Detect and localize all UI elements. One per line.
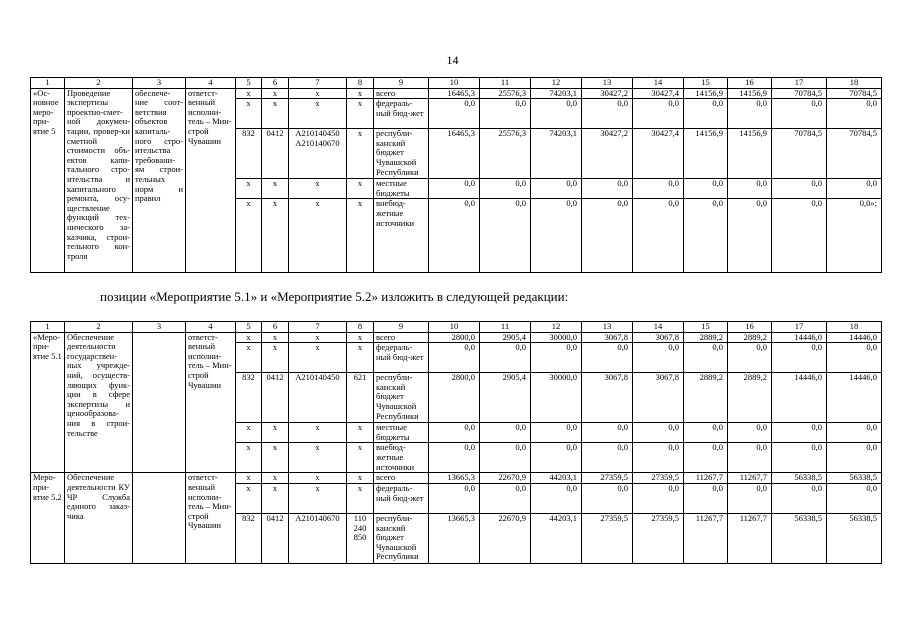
year-amount: 30427,4 xyxy=(633,129,684,179)
table-row xyxy=(31,332,882,343)
target-article: x xyxy=(289,99,347,129)
grbs-code: x xyxy=(236,199,262,273)
grbs-code: x xyxy=(236,99,262,129)
year-amount: 56338,5 xyxy=(827,513,882,563)
year-amount: 14446,0 xyxy=(772,373,827,423)
event-title: Обеспечение деятельности государствен-ных учрежде-ний, осуществ-ляющих функ-ции в сфере экспертизы и ценообразова-ния в строи-тельстве xyxy=(65,332,133,473)
column-number: 11 xyxy=(480,78,531,89)
year-amount: 0,0 xyxy=(582,179,633,199)
year-amount: 0,0 xyxy=(728,99,772,129)
year-amount: 16465,3 xyxy=(429,129,480,179)
grbs-code: 832 xyxy=(236,373,262,423)
year-amount: 56338,5 xyxy=(772,513,827,563)
year-amount: 3067,8 xyxy=(633,373,684,423)
year-amount: 0,0 xyxy=(480,423,531,443)
target-article: x xyxy=(289,443,347,473)
year-amount: 11267,7 xyxy=(684,513,728,563)
expense-type: x xyxy=(347,88,374,99)
column-number: 9 xyxy=(374,322,429,333)
column-number: 16 xyxy=(728,78,772,89)
instruction-text: позиции «Мероприятие 5.1» и «Мероприятие 5.2» изложить в следующей редакции: xyxy=(100,289,569,304)
year-amount: 0,0 xyxy=(429,199,480,273)
year-amount: 25576,3 xyxy=(480,88,531,99)
year-amount: 14446,0 xyxy=(827,373,882,423)
column-number: 7 xyxy=(289,78,347,89)
column-number: 3 xyxy=(133,78,186,89)
year-amount: 0,0 xyxy=(772,199,827,273)
column-number: 2 xyxy=(65,78,133,89)
year-amount: 30000,0 xyxy=(531,332,582,343)
responsible-executor: ответст-венный исполни-тель – Мин-строй Чувашии xyxy=(186,473,236,564)
section-code: x xyxy=(262,88,289,99)
expense-type: x xyxy=(347,423,374,443)
year-amount: 2800,0 xyxy=(429,332,480,343)
year-amount: 70784,5 xyxy=(827,129,882,179)
year-amount: 0,0 xyxy=(429,483,480,513)
year-amount: 0,0 xyxy=(633,199,684,273)
year-amount: 0,0 xyxy=(827,99,882,129)
section-code: x xyxy=(262,199,289,273)
funding-source: республи-канский бюджет Чувашской Республики xyxy=(374,513,429,563)
section-code: x xyxy=(262,443,289,473)
year-amount: 14156,9 xyxy=(728,129,772,179)
year-amount: 0,0 xyxy=(772,343,827,373)
column-number: 13 xyxy=(582,322,633,333)
year-amount: 30427,2 xyxy=(582,88,633,99)
funding-source: местные бюджеты xyxy=(374,179,429,199)
year-amount: 14446,0 xyxy=(772,332,827,343)
year-amount: 16465,3 xyxy=(429,88,480,99)
year-amount: 0,0 xyxy=(531,343,582,373)
funding-source: внебюд-жетные источники xyxy=(374,199,429,273)
year-amount: 0,0 xyxy=(531,99,582,129)
expense-type: x xyxy=(347,483,374,513)
grbs-code: x xyxy=(236,443,262,473)
year-amount: 0,0 xyxy=(633,483,684,513)
year-amount: 0,0»; xyxy=(827,199,882,273)
year-amount: 27359,5 xyxy=(582,473,633,484)
year-amount: 14156,9 xyxy=(684,129,728,179)
year-amount: 0,0 xyxy=(633,99,684,129)
section-code: x xyxy=(262,179,289,199)
table-row xyxy=(31,473,882,484)
year-amount: 70784,5 xyxy=(772,129,827,179)
year-amount: 2800,0 xyxy=(429,373,480,423)
year-amount: 27359,5 xyxy=(582,513,633,563)
year-amount: 0,0 xyxy=(772,179,827,199)
target-article: x xyxy=(289,473,347,484)
year-amount: 0,0 xyxy=(429,443,480,473)
column-number: 12 xyxy=(531,322,582,333)
year-amount: 11267,7 xyxy=(728,473,772,484)
expense-type: x xyxy=(347,443,374,473)
column-number: 10 xyxy=(429,322,480,333)
year-amount: 56338,5 xyxy=(827,473,882,484)
funding-source: федераль-ный бюд-жет xyxy=(374,99,429,129)
year-amount: 0,0 xyxy=(582,199,633,273)
target-article: x xyxy=(289,343,347,373)
year-amount: 0,0 xyxy=(531,483,582,513)
budget-table-main-event-5 xyxy=(30,77,882,273)
year-amount: 0,0 xyxy=(480,179,531,199)
year-amount: 22670,9 xyxy=(480,473,531,484)
year-amount: 0,0 xyxy=(684,179,728,199)
year-amount: 0,0 xyxy=(684,423,728,443)
section-code: 0412 xyxy=(262,513,289,563)
expense-type: x xyxy=(347,332,374,343)
section-code: x xyxy=(262,483,289,513)
year-amount: 2905,4 xyxy=(480,332,531,343)
year-amount: 27359,5 xyxy=(633,513,684,563)
target-article: x xyxy=(289,483,347,513)
year-amount: 30000,0 xyxy=(531,373,582,423)
year-amount: 0,0 xyxy=(827,179,882,199)
grbs-code: x xyxy=(236,423,262,443)
column-number: 16 xyxy=(728,322,772,333)
section-code: 0412 xyxy=(262,373,289,423)
target-article: x xyxy=(289,199,347,273)
year-amount: 0,0 xyxy=(684,343,728,373)
column-number: 1 xyxy=(31,322,65,333)
column-number: 18 xyxy=(827,322,882,333)
year-amount: 0,0 xyxy=(827,483,882,513)
year-amount: 0,0 xyxy=(582,343,633,373)
section-code: x xyxy=(262,473,289,484)
year-amount: 3067,8 xyxy=(633,332,684,343)
year-amount: 14156,9 xyxy=(728,88,772,99)
year-amount: 0,0 xyxy=(728,199,772,273)
year-amount: 74203,1 xyxy=(531,129,582,179)
grbs-code: 832 xyxy=(236,129,262,179)
target-article: x xyxy=(289,88,347,99)
column-number: 6 xyxy=(262,78,289,89)
year-amount: 25576,3 xyxy=(480,129,531,179)
column-number: 11 xyxy=(480,322,531,333)
column-number: 8 xyxy=(347,322,374,333)
year-amount: 0,0 xyxy=(827,423,882,443)
year-amount: 56338,5 xyxy=(772,473,827,484)
grbs-code: x xyxy=(236,179,262,199)
year-amount: 0,0 xyxy=(728,483,772,513)
year-amount: 2889,2 xyxy=(684,373,728,423)
year-amount: 3067,8 xyxy=(582,332,633,343)
column-number: 17 xyxy=(772,78,827,89)
grbs-code: x xyxy=(236,332,262,343)
year-amount: 0,0 xyxy=(531,443,582,473)
year-amount: 0,0 xyxy=(772,443,827,473)
year-amount: 0,0 xyxy=(582,483,633,513)
year-amount: 0,0 xyxy=(633,423,684,443)
year-amount: 0,0 xyxy=(582,99,633,129)
column-number: 4 xyxy=(186,322,236,333)
year-amount: 0,0 xyxy=(480,99,531,129)
year-amount: 0,0 xyxy=(772,483,827,513)
column-number: 4 xyxy=(186,78,236,89)
column-number-row xyxy=(31,322,882,333)
year-amount: 0,0 xyxy=(684,483,728,513)
event-code: Меро-при-ятие 5.2 xyxy=(31,473,65,564)
column-number: 17 xyxy=(772,322,827,333)
year-amount: 0,0 xyxy=(633,443,684,473)
year-amount: 30427,4 xyxy=(633,88,684,99)
funding-source: всего xyxy=(374,88,429,99)
year-amount: 70784,5 xyxy=(772,88,827,99)
year-amount: 0,0 xyxy=(429,179,480,199)
event-goal xyxy=(133,473,186,564)
year-amount: 0,0 xyxy=(728,443,772,473)
expense-type: x xyxy=(347,473,374,484)
year-amount: 0,0 xyxy=(480,343,531,373)
year-amount: 0,0 xyxy=(633,179,684,199)
grbs-code: x xyxy=(236,343,262,373)
year-amount: 0,0 xyxy=(582,443,633,473)
event-title: Проведение экспертизы проектно-смет-ной докумен-тации, провер-ки сметной стоимости объ-ектов капи-тального стро-ительства и капитального ремонта, осу-ществление функций тех-нического за-казчика, строи-тельного кон-троля xyxy=(65,88,133,273)
year-amount: 44203,1 xyxy=(531,473,582,484)
funding-source: местные бюджеты xyxy=(374,423,429,443)
event-goal xyxy=(133,332,186,473)
year-amount: 13665,3 xyxy=(429,513,480,563)
year-amount: 0,0 xyxy=(827,343,882,373)
column-number: 18 xyxy=(827,78,882,89)
funding-source: федераль-ный бюд-жет xyxy=(374,343,429,373)
target-article: А210140670 xyxy=(289,513,347,563)
year-amount: 11267,7 xyxy=(684,473,728,484)
grbs-code: x xyxy=(236,473,262,484)
target-article: x xyxy=(289,423,347,443)
expense-type: x xyxy=(347,129,374,179)
grbs-code: x xyxy=(236,483,262,513)
column-number-row xyxy=(31,78,882,89)
target-article: А210140450 А210140670 xyxy=(289,129,347,179)
year-amount: 0,0 xyxy=(429,423,480,443)
section-code: 0412 xyxy=(262,129,289,179)
funding-source: республи-канский бюджет Чувашской Республики xyxy=(374,129,429,179)
year-amount: 0,0 xyxy=(480,443,531,473)
year-amount: 22670,9 xyxy=(480,513,531,563)
year-amount: 2905,4 xyxy=(480,373,531,423)
section-code: x xyxy=(262,343,289,373)
year-amount: 0,0 xyxy=(684,199,728,273)
expense-type: x xyxy=(347,179,374,199)
expense-type: x xyxy=(347,199,374,273)
year-amount: 27359,5 xyxy=(633,473,684,484)
column-number: 10 xyxy=(429,78,480,89)
event-code: «Ос-новное меро-при-ятие 5 xyxy=(31,88,65,273)
page-number: 14 xyxy=(446,53,459,67)
expense-type: 621 xyxy=(347,373,374,423)
year-amount: 14446,0 xyxy=(827,332,882,343)
table-row xyxy=(31,88,882,99)
column-number: 1 xyxy=(31,78,65,89)
year-amount: 0,0 xyxy=(582,423,633,443)
event-title: Обеспечение деятельности КУ ЧР Служба единого заказ-чика xyxy=(65,473,133,564)
funding-source: республи-канский бюджет Чувашской Республики xyxy=(374,373,429,423)
grbs-code: 832 xyxy=(236,513,262,563)
year-amount: 0,0 xyxy=(684,99,728,129)
year-amount: 0,0 xyxy=(531,423,582,443)
year-amount: 74203,1 xyxy=(531,88,582,99)
section-code: x xyxy=(262,99,289,129)
year-amount: 0,0 xyxy=(429,343,480,373)
target-article: А210140450 xyxy=(289,373,347,423)
year-amount: 44203,1 xyxy=(531,513,582,563)
column-number: 14 xyxy=(633,322,684,333)
year-amount: 0,0 xyxy=(633,343,684,373)
funding-source: внебюд-жетные источники xyxy=(374,443,429,473)
column-number: 15 xyxy=(684,322,728,333)
column-number: 12 xyxy=(531,78,582,89)
grbs-code: x xyxy=(236,88,262,99)
funding-source: всего xyxy=(374,332,429,343)
year-amount: 0,0 xyxy=(772,99,827,129)
year-amount: 0,0 xyxy=(772,423,827,443)
column-number: 13 xyxy=(582,78,633,89)
column-number: 14 xyxy=(633,78,684,89)
year-amount: 30427,2 xyxy=(582,129,633,179)
year-amount: 2889,2 xyxy=(684,332,728,343)
year-amount: 0,0 xyxy=(728,343,772,373)
year-amount: 14156,9 xyxy=(684,88,728,99)
year-amount: 3067,8 xyxy=(582,373,633,423)
year-amount: 0,0 xyxy=(429,99,480,129)
budget-table-events-5-1-5-2 xyxy=(30,321,882,564)
responsible-executor: ответст-венный исполни-тель – Мин-строй Чувашии xyxy=(186,88,236,273)
target-article: x xyxy=(289,179,347,199)
column-number: 2 xyxy=(65,322,133,333)
column-number: 15 xyxy=(684,78,728,89)
column-number: 7 xyxy=(289,322,347,333)
target-article: x xyxy=(289,332,347,343)
year-amount: 11267,7 xyxy=(728,513,772,563)
year-amount: 0,0 xyxy=(531,199,582,273)
event-code: «Меро-при-ятие 5.1 xyxy=(31,332,65,473)
year-amount: 13665,3 xyxy=(429,473,480,484)
column-number: 5 xyxy=(236,78,262,89)
section-code: x xyxy=(262,423,289,443)
event-goal: обеспече-ние соот-ветствия объектов капиталь-ного стро-ительства требовани-ям строи-тельных норм и правил xyxy=(133,88,186,273)
year-amount: 2889,2 xyxy=(728,332,772,343)
column-number: 5 xyxy=(236,322,262,333)
funding-source: всего xyxy=(374,473,429,484)
year-amount: 0,0 xyxy=(728,423,772,443)
column-number: 8 xyxy=(347,78,374,89)
year-amount: 0,0 xyxy=(480,199,531,273)
expense-type: x xyxy=(347,343,374,373)
year-amount: 0,0 xyxy=(531,179,582,199)
year-amount: 0,0 xyxy=(480,483,531,513)
column-number: 3 xyxy=(133,322,186,333)
section-code: x xyxy=(262,332,289,343)
year-amount: 0,0 xyxy=(684,443,728,473)
year-amount: 70784,5 xyxy=(827,88,882,99)
column-number: 6 xyxy=(262,322,289,333)
expense-type: 110 240 850 xyxy=(347,513,374,563)
responsible-executor: ответст-венный исполни-тель – Мин-строй Чувашии xyxy=(186,332,236,473)
column-number: 9 xyxy=(374,78,429,89)
funding-source: федераль-ный бюд-жет xyxy=(374,483,429,513)
expense-type: x xyxy=(347,99,374,129)
year-amount: 2889,2 xyxy=(728,373,772,423)
year-amount: 0,0 xyxy=(728,179,772,199)
year-amount: 0,0 xyxy=(827,443,882,473)
